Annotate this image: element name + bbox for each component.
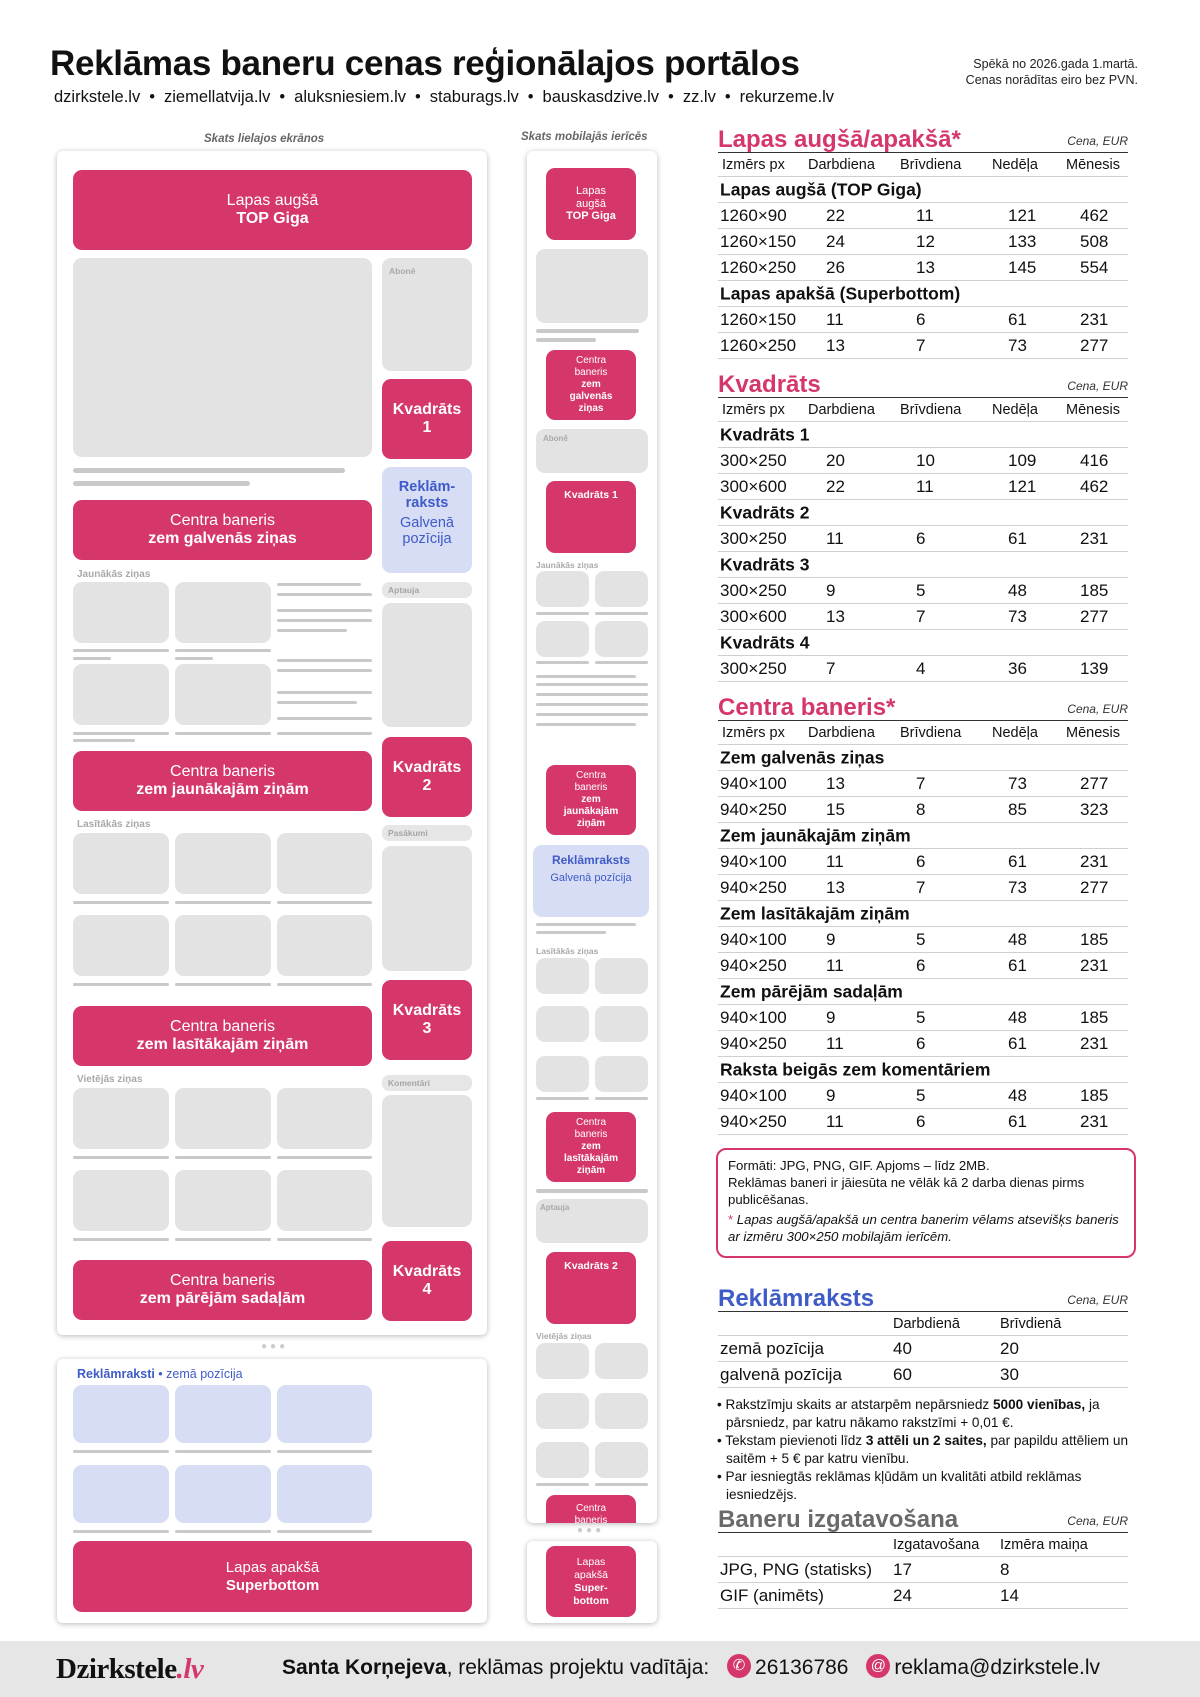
table-row: 300×250 11 6 61 231 — [718, 526, 1128, 552]
mobile-center-banner-3: Centra baneris zem lasītākajām ziņām — [546, 1112, 636, 1182]
phone-icon: ✆ — [727, 1654, 751, 1678]
table-row: 940×250 13 7 73 277 — [718, 875, 1128, 901]
site-staburags[interactable]: staburags.lv — [429, 88, 519, 106]
section-label: Jaunākās ziņas — [77, 569, 151, 580]
mobile-center-banner-4: Centra baneris — [546, 1495, 636, 1523]
contact-email[interactable]: reklama@dzirkstele.lv — [894, 1656, 1101, 1679]
table-row: 940×100 9 5 48 185 — [718, 927, 1128, 953]
desktop-main-news-placeholder — [73, 258, 372, 457]
contact-name: Santa Korņejeva — [282, 1656, 447, 1679]
news-card — [73, 664, 169, 725]
table-centra: Centra baneris* Cena, EUR Izmērs px Darbdiena Brīvdiena Nedēļa Mēnesis Zem galvenās ziņas 940×100 13 7 73 277 940×250 15 8 85 323 Zem jaunākajām ziņām 940×100 11 6 61 231 940×250 13 7 73 277 Zem lasītākajām ziņām 940×100 9 5 48 185 940×250 11 6 61 231 Zem pārējām sadaļām 940×100 9 5 48 185 940×250 11 6 61 231 Raksta beigās zem komentāriem 940×100 9 5 48 185 940×250 11 6 61 231 — [718, 693, 1128, 1135]
table-row: 940×100 9 5 48 185 — [718, 1083, 1128, 1109]
news-card — [73, 1088, 169, 1149]
group-header: Zem pārējām sadaļām — [718, 979, 1128, 1005]
mobile-kvadrats-2: Kvadrāts 2 — [546, 1252, 636, 1324]
news-card — [175, 1088, 271, 1149]
dzirkstele-logo[interactable]: Dzirkstele.lv — [56, 1653, 204, 1685]
news-card — [175, 915, 271, 976]
group-header: Kvadrāts 4 — [718, 630, 1128, 656]
desktop-top-giga-banner: Lapas augšā TOP Giga — [73, 170, 472, 250]
reklamraksts-card — [73, 1465, 169, 1523]
desktop-events-placeholder — [382, 846, 472, 971]
news-card — [73, 582, 169, 643]
column-headers: Izmērs px Darbdiena Brīvdiena Nedēļa Mēnesis — [718, 153, 1128, 177]
news-card — [175, 1170, 271, 1231]
text-line — [73, 468, 345, 473]
desktop-center-banner-4: Centra baneris zem pārējām sadaļām — [73, 1260, 372, 1320]
desktop-comments-placeholder — [382, 1095, 472, 1227]
table-row: 1260×90 22 11 121 462 — [718, 203, 1128, 229]
mobile-center-banner-1: Centra baneris zem galvenās ziņas — [546, 350, 636, 420]
komentari-label: Komentāri — [382, 1075, 472, 1091]
table-lapas: Lapas augšā/apakšā* Cena, EUR Izmērs px Darbdiena Brīvdiena Nedēļa Mēnesis Lapas augšā (TOP Giga) 1260×90 22 11 121 462 1260×150 24 12 133 508 1260×250 26 13 145 554 Lapas apakšā (Superbottom) 1260×150 11 6 61 231 1260×250 13 7 73 277 — [718, 125, 1128, 359]
contact-phone[interactable]: 26136786 — [755, 1656, 849, 1679]
table-row: 1260×250 26 13 145 554 — [718, 255, 1128, 281]
table-row: 940×250 11 6 61 231 — [718, 953, 1128, 979]
group-header: Raksta beigās zem komentāriem — [718, 1057, 1128, 1083]
reklamraksts-card — [175, 1385, 271, 1443]
mobile-abone: Abonē — [536, 429, 648, 473]
site-bauskasdzive[interactable]: bauskasdzive.lv — [542, 88, 660, 106]
desktop-view-label: Skats lielajos ekrānos — [204, 133, 325, 145]
desktop-center-banner-1: Centra baneris zem galvenās ziņas — [73, 500, 372, 560]
table-izgatavosana: Baneru izgatavošana Cena, EUR Izgatavošana Izmēra maiņa JPG, PNG (statisks) 17 8 GIF (animēts) 24 14 — [718, 1505, 1128, 1609]
desktop-center-banner-3: Centra baneris zem lasītākajām ziņām — [73, 1006, 372, 1066]
mobile-top-giga: Lapas augšā TOP Giga — [546, 168, 636, 240]
desktop-reklamraksts-main: Reklām- raksts Galvenā pozīcija — [382, 467, 472, 573]
reklamraksts-card — [175, 1465, 271, 1523]
footer — [0, 1641, 1200, 1697]
section-label: Vietējās ziņas — [77, 1074, 143, 1085]
pasakumi-label: Pasākumi — [382, 825, 472, 841]
contact-info: Santa Korņejeva, reklāmas projektu vadītāja: ✆ 26136786 @ reklama@dzirkstele.lv — [282, 1656, 1101, 1679]
mobile-mockup-bottom — [527, 1541, 657, 1623]
table-row: 1260×250 13 7 73 277 — [718, 333, 1128, 359]
mobile-center-banner-2: Centra baneris zem jaunākajām ziņām — [546, 765, 636, 835]
news-card — [175, 582, 271, 643]
news-card — [277, 1170, 372, 1231]
news-card — [73, 1170, 169, 1231]
scroll-dots: ●●● — [261, 1341, 289, 1352]
news-card — [175, 833, 271, 894]
news-card — [73, 915, 169, 976]
table-row: 940×250 15 8 85 323 — [718, 797, 1128, 823]
at-icon: @ — [866, 1654, 890, 1678]
group-header: Kvadrāts 3 — [718, 552, 1128, 578]
section-label: Vietējās ziņas — [536, 1331, 592, 1341]
mobile-superbottom: Lapas apakšā Super- bottom — [546, 1546, 636, 1617]
desktop-superbottom-banner: Lapas apakšā Superbottom — [73, 1541, 472, 1612]
news-card — [73, 833, 169, 894]
desktop-kvadrats-1: Kvadrāts 1 — [382, 379, 472, 459]
group-header: Kvadrāts 1 — [718, 422, 1128, 448]
group-header: Zem jaunākajām ziņām — [718, 823, 1128, 849]
table-row: 300×250 20 10 109 416 — [718, 448, 1128, 474]
aptauja-label: Aptauja — [382, 582, 472, 598]
column-headers: Izmērs px Darbdiena Brīvdiena Nedēļa Mēnesis — [718, 721, 1128, 745]
table-row: 300×600 13 7 73 277 — [718, 604, 1128, 630]
table-row: 940×100 13 7 73 277 — [718, 771, 1128, 797]
column-headers: Izmērs px Darbdiena Brīvdiena Nedēļa Mēnesis — [718, 398, 1128, 422]
table-row: 940×100 11 6 61 231 — [718, 849, 1128, 875]
desktop-center-banner-2: Centra baneris zem jaunākajām ziņām — [73, 751, 372, 811]
group-header: Lapas augšā (TOP Giga) — [718, 177, 1128, 203]
site-dzirkstele[interactable]: dzirkstele.lv — [54, 88, 141, 106]
news-card — [277, 833, 372, 894]
group-header: Kvadrāts 2 — [718, 500, 1128, 526]
mobile-view-label: Skats mobilajās ierīcēs — [521, 131, 648, 143]
validity-note: Spēkā no 2026.gada 1.martā. Cenas norādītas eiro bez PVN. — [965, 57, 1138, 87]
mobile-reklamraksts: Reklāmraksts Galvenā pozīcija — [533, 845, 649, 917]
table-row: 300×250 7 4 36 139 — [718, 656, 1128, 682]
table-row: 940×250 11 6 61 231 — [718, 1109, 1128, 1135]
desktop-kvadrats-4: Kvadrāts 4 — [382, 1241, 472, 1321]
reklamraksts-card — [277, 1465, 372, 1523]
table-row: 300×250 9 5 48 185 — [718, 578, 1128, 604]
table-kvadrats: Kvadrāts Cena, EUR Izmērs px Darbdiena Brīvdiena Nedēļa Mēnesis Kvadrāts 1 300×250 20 10 109 416 300×600 22 11 121 462 Kvadrāts 2 300×250 11 6 61 231 Kvadrāts 3 300×250 9 5 48 185 300×600 13 7 73 277 Kvadrāts 4 300×250 7 4 36 139 — [718, 370, 1128, 682]
mobile-mockup — [527, 151, 657, 1523]
news-card — [175, 664, 271, 725]
table-row: 940×100 9 5 48 185 — [718, 1005, 1128, 1031]
group-header: Lapas apakšā (Superbottom) — [718, 281, 1128, 307]
group-header: Zem lasītākajām ziņām — [718, 901, 1128, 927]
section-label: Jaunākās ziņas — [536, 560, 599, 570]
scroll-dots: ●●● — [577, 1525, 605, 1536]
formats-note: Formāti: JPG, PNG, GIF. Apjoms – līdz 2MB. Reklāmas baneri ir jāiesūta ne vēlāk kā 2 darba dienas pirms publicēšanas. * Lapas augšā/apakšā un centra banerim vēlams atsevišķs baneris ar izmēru 300×250 mobilajām ierīcēm. — [716, 1148, 1136, 1258]
desktop-kvadrats-3: Kvadrāts 3 — [382, 980, 472, 1060]
table-row: 940×250 11 6 61 231 — [718, 1031, 1128, 1057]
site-rekurzeme[interactable]: rekurzeme.lv — [739, 88, 835, 106]
portal-list: dzirkstele.lv • ziemellatvija.lv • aluksniesiem.lv • staburags.lv • bauskasdzive.lv • zz.lv • rekurzeme.lv — [54, 88, 835, 106]
section-label: Lasītākās ziņas — [536, 946, 599, 956]
desktop-kvadrats-2: Kvadrāts 2 — [382, 737, 472, 817]
text-line — [73, 481, 250, 486]
table-reklamraksts: Reklāmraksts Cena, EUR Darbdienā Brīvdienā zemā pozīcija 40 20 galvenā pozīcija 60 30 — [718, 1284, 1128, 1388]
reklamraksts-card — [73, 1385, 169, 1443]
desktop-mockup-bottom — [57, 1359, 487, 1623]
table-row: 300×600 22 11 121 462 — [718, 474, 1128, 500]
site-ziemellatvija[interactable]: ziemellatvija.lv — [163, 88, 271, 106]
reklamraksts-rules: • Rakstzīmju skaits ar atstarpēm nepārsniedz 5000 vienības, ja pārsniedz, par katru nākamo rakstzīmi + 0,01 €. • Tekstam pievienoti līdz 3 attēli un 2 saites, par papildu attēliem un saitēm + 5 € par katru vienību. • Par iesniegtās reklāmas kļūdām un kvalitāti atbild reklāmas iesniedzējs. — [717, 1397, 1129, 1502]
group-header: Zem galvenās ziņas — [718, 745, 1128, 771]
news-card — [277, 1088, 372, 1149]
table-row: 1260×150 11 6 61 231 — [718, 307, 1128, 333]
table-row: 1260×150 24 12 133 508 — [718, 229, 1128, 255]
reklamraksts-card — [277, 1385, 372, 1443]
section-label: Lasītākās ziņas — [77, 819, 151, 830]
mobile-kvadrats-1: Kvadrāts 1 — [546, 481, 636, 553]
mobile-aptauja: Aptauja — [536, 1199, 648, 1243]
reklamraksti-low-label: Reklāmraksti • zemā pozīcija — [77, 1367, 243, 1381]
news-card — [277, 915, 372, 976]
mobile-main-news — [536, 249, 648, 323]
desktop-abone-box: Abonē — [382, 258, 472, 371]
desktop-poll-placeholder — [382, 603, 472, 727]
site-aluksniesiem[interactable]: aluksniesiem.lv — [294, 88, 407, 106]
desktop-mockup — [57, 151, 487, 1335]
page-title: Reklāmas baneru cenas reģionālajos portālos — [50, 44, 800, 83]
site-zz[interactable]: zz.lv — [682, 88, 716, 106]
